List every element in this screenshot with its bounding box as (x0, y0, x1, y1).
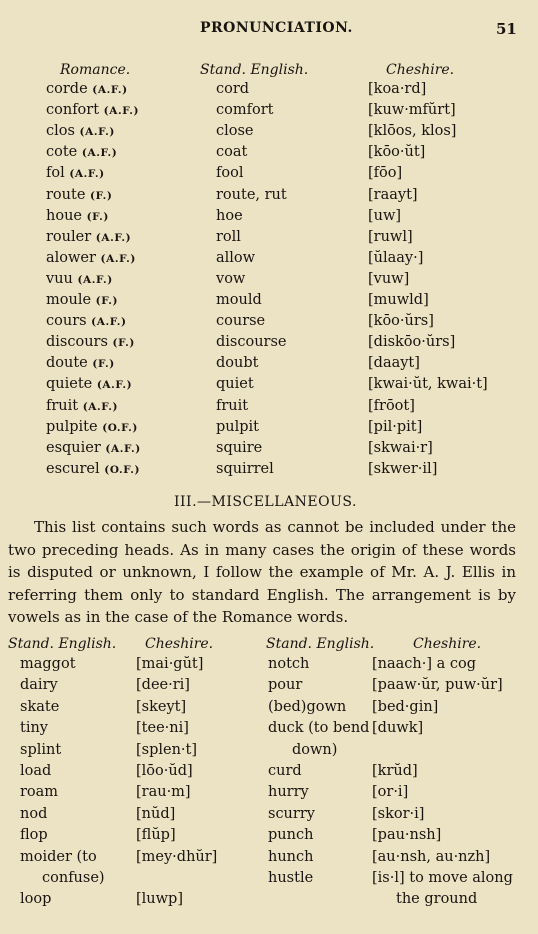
romance-word (46, 165, 105, 181)
misc-english-word: maggot (20, 656, 76, 672)
romance-word-text: quiete (46, 376, 93, 392)
standard-english-word: pulpit (216, 419, 260, 435)
paragraph-line: vowels as in the case of the Romance words. (8, 608, 349, 627)
misc-cheshire-pronunciation: [or·i] (372, 784, 409, 800)
misc-english-word: skate (20, 699, 60, 715)
misc-cheshire-pronunciation: [skeyt] (136, 699, 187, 715)
language-tag: (A.F.) (81, 147, 118, 159)
page-number: 51 (496, 20, 517, 38)
misc-right-cheshire-header: Cheshire. (413, 636, 482, 652)
language-tag: (A.F.) (79, 126, 115, 138)
paragraph-line: two preceding heads. As in many cases the origin of these words (8, 540, 516, 559)
standard-english-word: cord (216, 81, 250, 97)
romance-word-text: doute (46, 355, 88, 371)
standard-english-word: vow (216, 271, 246, 287)
misc-english-word: down) (292, 742, 338, 758)
romance-word-text: vuu (46, 271, 73, 287)
romance-word (46, 123, 115, 139)
misc-left-english-header: Stand. English. (8, 636, 117, 652)
romance-word (46, 376, 132, 392)
romance-word-text: clos (46, 123, 75, 139)
romance-word (46, 398, 118, 414)
misc-english-word: punch (268, 827, 314, 843)
misc-english-word: hunch (268, 849, 314, 865)
cheshire-pronunciation: [uw] (368, 208, 402, 224)
romance-word-text: confort (46, 102, 100, 118)
standard-english-word: allow (216, 250, 256, 266)
standard-english-word: squirrel (216, 461, 274, 477)
misc-english-word: nod (20, 806, 48, 822)
romance-word-text: moule (46, 292, 92, 308)
misc-english-word: load (20, 763, 52, 779)
cheshire-pronunciation: [koa·rd] (368, 81, 427, 97)
misc-english-word: hustle (268, 870, 314, 886)
misc-english-word: curd (268, 763, 302, 779)
misc-english-word: splint (20, 742, 62, 758)
language-tag: (F.) (112, 337, 135, 349)
standard-english-word: mould (216, 292, 262, 308)
cheshire-pronunciation: [vuw] (368, 271, 410, 287)
romance-word (46, 313, 127, 329)
cheshire-pronunciation: [daayt] (368, 355, 420, 371)
romance-word-text: discours (46, 334, 108, 350)
paragraph-line: This list contains such words as cannot be included under the (34, 518, 516, 536)
standard-english-column-header: Stand. English. (200, 62, 309, 78)
romance-word-text: route (46, 187, 86, 203)
romance-word (46, 250, 136, 266)
standard-english-word: course (216, 313, 266, 329)
romance-word (46, 334, 135, 350)
misc-cheshire-pronunciation: [paaw·ŭr, puw·ŭr] (372, 677, 503, 693)
language-tag: (A.F.) (91, 316, 127, 328)
misc-cheshire-pronunciation: [nŭd] (136, 806, 176, 822)
paragraph-line: referring them only to standard English. The arrangement is by (8, 585, 516, 604)
misc-english-word: moider (to (20, 849, 97, 865)
romance-word-text: cote (46, 144, 78, 160)
romance-word (46, 208, 109, 224)
language-tag: (A.F.) (105, 443, 141, 455)
cheshire-pronunciation: [kōo·ŭrs] (368, 313, 434, 329)
language-tag: (O.F.) (102, 422, 138, 434)
misc-cheshire-pronunciation: [flŭp] (136, 827, 176, 843)
standard-english-word: quiet (216, 376, 254, 392)
paragraph-line: is disputed or unknown, I follow the example of Mr. A. J. Ellis in (8, 563, 516, 582)
cheshire-pronunciation: [ŭlaay·] (368, 250, 424, 266)
misc-english-word: scurry (268, 806, 315, 822)
misc-left-cheshire-header: Cheshire. (145, 636, 214, 652)
romance-word (46, 461, 140, 477)
misc-english-word: hurry (268, 784, 309, 800)
romance-word (46, 102, 139, 118)
language-tag: (A.F.) (82, 401, 119, 413)
cheshire-pronunciation: [skwai·r] (368, 440, 433, 456)
misc-cheshire-pronunciation: [bed·gin] (372, 699, 439, 715)
misc-cheshire-pronunciation: the ground (396, 891, 478, 907)
language-tag: (O.F.) (104, 464, 141, 476)
romance-word-text: fruit (46, 398, 79, 414)
romance-word (46, 271, 113, 287)
running-head (0, 20, 538, 40)
section-paragraph (8, 516, 516, 629)
misc-cheshire-pronunciation: [dee·ri] (136, 677, 190, 693)
standard-english-word: fruit (216, 398, 249, 414)
romance-word-text: fol (46, 165, 65, 181)
language-tag: (A.F.) (96, 379, 133, 391)
misc-english-word: dairy (20, 677, 58, 693)
misc-cheshire-pronunciation: [skor·i] (372, 806, 425, 822)
romance-word (46, 144, 117, 160)
cheshire-column-header: Cheshire. (386, 62, 455, 78)
misc-cheshire-pronunciation: [lōo·ŭd] (136, 763, 193, 779)
standard-english-word: hoe (216, 208, 243, 224)
romance-word (46, 187, 112, 203)
cheshire-pronunciation: [kwai·ŭt, kwai·t] (368, 376, 488, 392)
misc-cheshire-pronunciation: [mey·dhŭr] (136, 849, 218, 865)
romance-word-text: esquier (46, 440, 101, 456)
language-tag: (A.F.) (92, 84, 128, 96)
misc-cheshire-pronunciation: [rau·m] (136, 784, 191, 800)
misc-english-word: (bed)gown (268, 699, 347, 715)
romance-word (46, 229, 131, 245)
cheshire-pronunciation: [raayt] (368, 187, 418, 203)
standard-english-word: comfort (216, 102, 274, 118)
cheshire-pronunciation: [diskōo·ŭrs] (368, 334, 456, 350)
cheshire-pronunciation: [kōo·ŭt] (368, 144, 426, 160)
language-tag: (F.) (86, 211, 109, 223)
language-tag: (A.F.) (69, 168, 105, 180)
misc-cheshire-pronunciation: [tee·ni] (136, 720, 189, 736)
standard-english-word: doubt (216, 355, 259, 371)
cheshire-pronunciation: [frōot] (368, 398, 415, 414)
romance-word-text: rouler (46, 229, 92, 245)
romance-word (46, 419, 138, 435)
misc-cheshire-pronunciation: [naach·] a cog (372, 656, 477, 672)
misc-english-word: confuse) (42, 870, 105, 886)
romance-word-text: cours (46, 313, 87, 329)
misc-english-word: roam (20, 784, 59, 800)
cheshire-pronunciation: [fōo] (368, 165, 403, 181)
misc-cheshire-pronunciation: [pau·nsh] (372, 827, 442, 843)
standard-english-word: coat (216, 144, 248, 160)
misc-cheshire-pronunciation: [mai·gŭt] (136, 656, 204, 672)
misc-english-word: loop (20, 891, 52, 907)
romance-word (46, 292, 118, 308)
misc-english-word: duck (to bend (268, 720, 370, 736)
romance-word (46, 440, 141, 456)
misc-cheshire-pronunciation: [krŭd] (372, 763, 418, 779)
language-tag: (F.) (95, 295, 119, 307)
language-tag: (A.F.) (95, 232, 132, 244)
running-title: PRONUNCIATION. (200, 20, 353, 36)
misc-cheshire-pronunciation: [splen·t] (136, 742, 198, 758)
cheshire-pronunciation: [kuw·mfŭrt] (368, 102, 456, 118)
language-tag: (F.) (92, 358, 115, 370)
cheshire-pronunciation: [muwld] (368, 292, 429, 308)
romance-column-header: Romance. (60, 62, 131, 78)
misc-english-word: flop (20, 827, 48, 843)
romance-word-text: alower (46, 250, 96, 266)
standard-english-word: fool (216, 165, 244, 181)
standard-english-word: route, rut (216, 187, 287, 203)
misc-cheshire-pronunciation: [luwp] (136, 891, 183, 907)
cheshire-pronunciation: [klōos, klos] (368, 123, 457, 139)
standard-english-word: close (216, 123, 254, 139)
standard-english-word: squire (216, 440, 263, 456)
standard-english-word: roll (216, 229, 241, 245)
language-tag: (F.) (90, 190, 113, 202)
misc-right-english-header: Stand. English. (266, 636, 375, 652)
misc-cheshire-pronunciation: [is·l] to move along (372, 870, 513, 886)
romance-word (46, 355, 115, 371)
language-tag: (A.F.) (103, 105, 140, 117)
romance-word-text: pulpite (46, 419, 98, 435)
misc-cheshire-pronunciation: [duwk] (372, 720, 424, 736)
misc-cheshire-pronunciation: [au·nsh, au·nzh] (372, 849, 491, 865)
romance-word-text: corde (46, 81, 88, 97)
misc-english-word: tiny (20, 720, 48, 736)
standard-english-word: discourse (216, 334, 287, 350)
cheshire-pronunciation: [pil·pit] (368, 419, 423, 435)
romance-word (46, 81, 128, 97)
cheshire-pronunciation: [skwer·il] (368, 461, 438, 477)
romance-word-text: escurel (46, 461, 100, 477)
misc-english-word: pour (268, 677, 303, 693)
language-tag: (A.F.) (77, 274, 113, 286)
misc-english-word: notch (268, 656, 310, 672)
romance-word-text: houe (46, 208, 82, 224)
language-tag: (A.F.) (100, 253, 136, 265)
cheshire-pronunciation: [ruwl] (368, 229, 413, 245)
section-title: III.—MISCELLANEOUS. (174, 494, 357, 510)
